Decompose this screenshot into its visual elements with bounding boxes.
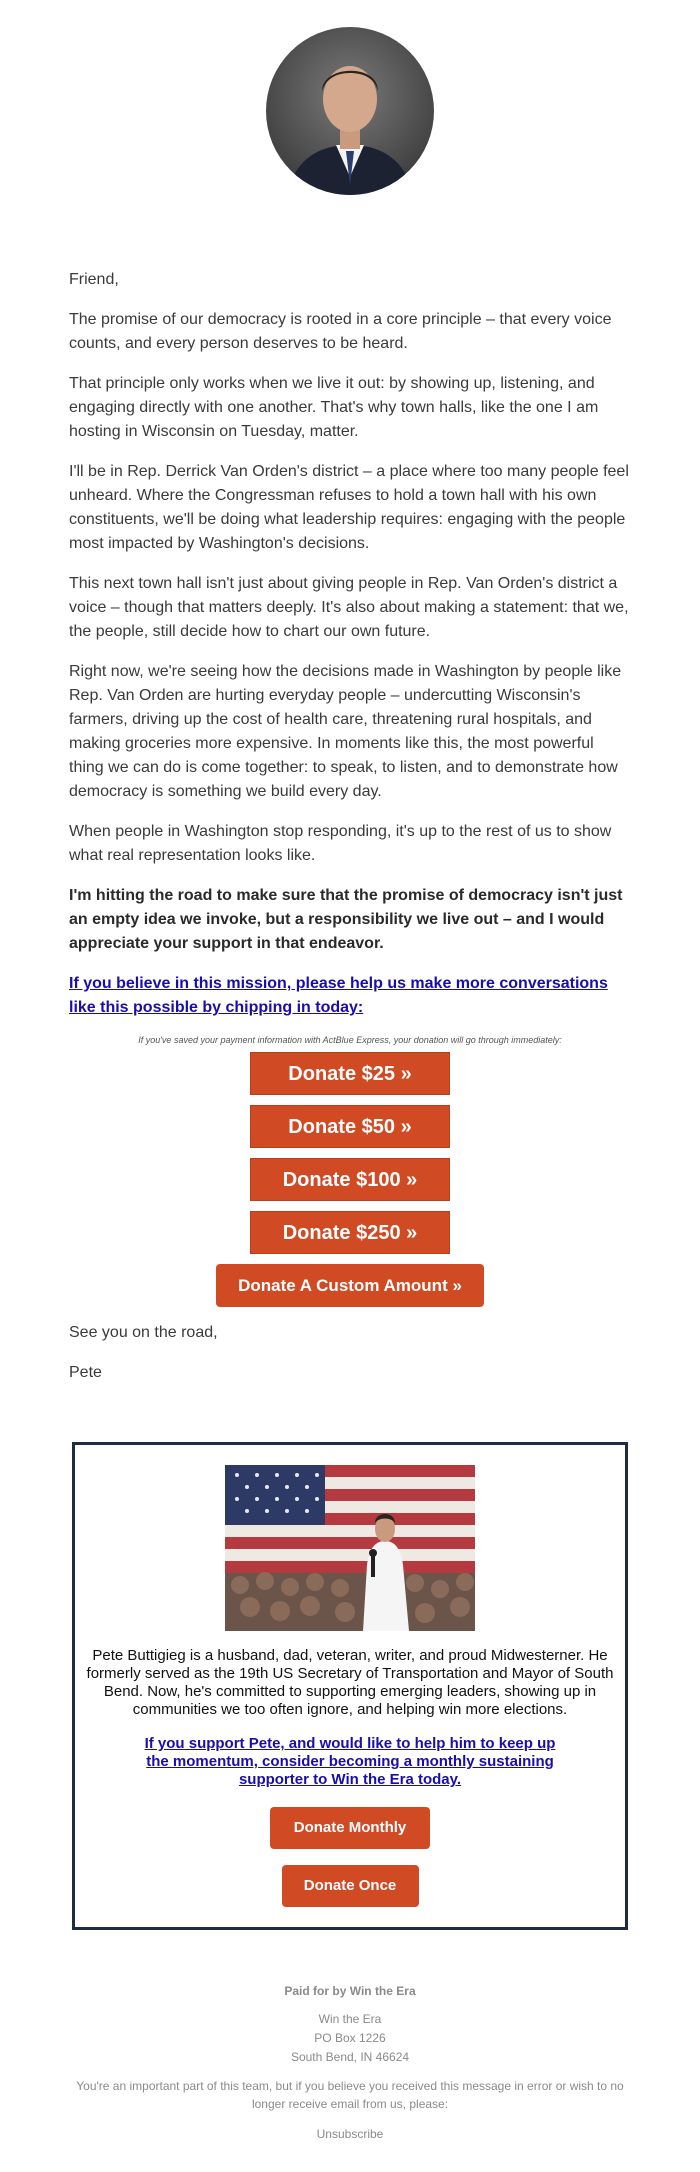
donate-250-button[interactable]: Donate $250 » <box>250 1211 450 1254</box>
paragraph-5: Right now, we're seeing how the decisions made in Washington by people like Rep. Van Orden are hurting everyday people – undercutting Wisconsin's farmers, driving up the cost of health care, threatening rural hospitals, and making groceries more expensive. In moments like this, the most powerful thing we can do is come together: to speak, to listen, and to demonstrate how democracy is something we build every day. <box>69 663 622 800</box>
mailing-address <box>0 2010 700 2067</box>
paragraph-1: The promise of our democracy is rooted in a core principle – that every voice counts, and every person deserves to be heard. <box>69 311 612 352</box>
rally-photo-image <box>225 1465 475 1631</box>
bio-text: Pete Buttigieg is a husband, dad, veteran, writer, and proud Midwesterner. He formerly served as the 19th US Secretary of Transportation and Mayor of South Bend. Now, he's committed to supporting emerging leaders, showing up in communities we too often ignore, and helping win more elections. <box>86 1647 614 1718</box>
address-line-3: South Bend, IN 46624 <box>290 2050 410 2064</box>
signature: Pete <box>69 1364 102 1381</box>
paragraph-4: This next town hall isn't just about giving people in Rep. Van Orden's district a voice – though that matters deeply. It's also about making a statement: that we, the people, still decide how to chart our own future. <box>69 575 629 640</box>
email-page <box>0 27 700 2143</box>
donate-25-button[interactable]: Donate $25 » <box>250 1052 450 1095</box>
mission-donate-link[interactable]: If you believe in this mission, please help us make more conversations like this possible by chipping in today: <box>69 975 608 1016</box>
letter-body <box>69 268 631 1385</box>
paragraph-7-bold: I'm hitting the road to make sure that the promise of democracy isn't just an empty idea we invoke, but a responsibility we live out – and I would appreciate your support in that endeavor. <box>69 887 623 952</box>
paid-for-disclaimer: Paid for by Win the Era <box>284 1984 416 1998</box>
avatar <box>266 27 434 195</box>
unsubscribe-link[interactable]: Unsubscribe <box>316 2127 384 2141</box>
paragraph-3: I'll be in Rep. Derrick Van Orden's district – a place where too many people feel unheard. Where the Congressman refuses to hold a town hall with his own constituents, we'll be doing what leadership requires: engaging with the people most impacted by Washington's decisions. <box>69 463 629 552</box>
bio-box <box>72 1442 628 1930</box>
portrait-image <box>266 27 434 195</box>
bio-photo <box>225 1465 475 1631</box>
address-line-2: PO Box 1226 <box>314 2031 386 2045</box>
unsubscribe-notice: You're an important part of this team, but if you believe you received this message in error or wish to no longer receive email from us, please: <box>76 2079 624 2111</box>
signoff-line: See you on the road, <box>69 1324 218 1341</box>
greeting: Friend, <box>69 271 119 288</box>
donate-custom-button[interactable]: Donate A Custom Amount » <box>216 1264 484 1307</box>
paragraph-6: When people in Washington stop responding, it's up to the rest of us to show what real representation looks like. <box>69 823 612 864</box>
address-line-1: Win the Era <box>318 2012 382 2026</box>
paragraph-2: That principle only works when we live it out: by showing up, listening, and engaging directly with one another. That's why town halls, like the one I am hosting in Wisconsin on Tuesday, matter. <box>69 375 599 440</box>
donate-100-button[interactable]: Donate $100 » <box>250 1158 450 1201</box>
monthly-supporter-link[interactable]: If you support Pete, and would like to help him to keep up the momentum, consider becoming a monthly sustaining supporter to Win the Era today. <box>144 1735 556 1788</box>
signoff <box>69 1321 631 1385</box>
actblue-express-note: If you've saved your payment information with ActBlue Express, your donation will go through immediately: <box>138 1035 562 1045</box>
donate-50-button[interactable]: Donate $50 » <box>250 1105 450 1148</box>
footer <box>0 1982 700 2143</box>
donate-once-button[interactable]: Donate Once <box>282 1865 419 1907</box>
donate-monthly-button[interactable]: Donate Monthly <box>270 1807 430 1849</box>
